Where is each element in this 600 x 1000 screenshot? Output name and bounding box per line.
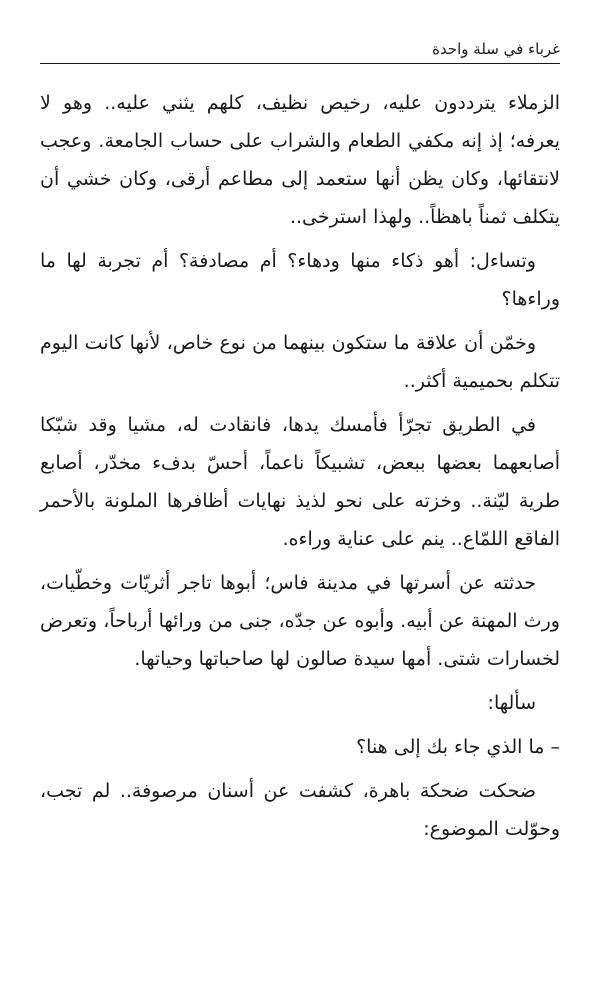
paragraph: حدثته عن أسرتها في مدينة فاس؛ أبوها تاجر أثريّات وخطّيات، ورث المهنة عن أبيه. وأبوه عن جدّه، جنى من ورائها أرباحاً، وتعرض لخسارات شتى. أمها سيدة صالون لها صاحباتها وحياتها. xyxy=(40,572,560,670)
running-header-title: غرباء في سلة واحدة xyxy=(432,40,560,58)
paragraph: الزملاء يترددون عليه، رخيص نظيف، كلهم يثني عليه.. وهو لا يعرفه؛ إذ إنه مكفي الطعام والشراب على حساب الجامعة. وعجب لانتقائها، وكان يظن أنها ستعمد إلى مطاعم أرقى، وكان خشي أن يتكلف ثمناً باهظاً.. ولهذا استرخى.. xyxy=(40,92,560,228)
paragraph: ضحكت ضحكة باهرة، كشفت عن أسنان مرصوفة.. لم تجب، وحوّلت الموضوع: xyxy=(40,780,560,840)
page-body xyxy=(40,84,560,854)
paragraph: وخمّن أن علاقة ما ستكون بينهما من نوع خاص، لأنها كانت اليوم تتكلم بحميمية أكثر.. xyxy=(40,332,560,392)
paragraph: في الطريق تجرّأ فأمسك يدها، فانقادت له، مشيا وقد شبّكا أصابعهما بعضها ببعض، تشبيكاً ناعماً، أحسّ بدفء مخدّر، أصابع طرية ليّنة.. وخزته على نحو لذيذ نهايات أظافرها الملونة بالأحمر الفاقع اللمّاع.. ينم على عناية وراءه. xyxy=(40,414,560,550)
paragraph: وتساءل: أهو ذكاء منها ودهاء؟ أم مصادفة؟ أم تجربة لها ما وراءها؟ xyxy=(40,250,560,310)
paragraph: سألها: xyxy=(487,692,536,714)
dialogue-line: – ما الذي جاء بك إلى هنا؟ xyxy=(356,736,560,758)
header-divider xyxy=(40,63,560,64)
